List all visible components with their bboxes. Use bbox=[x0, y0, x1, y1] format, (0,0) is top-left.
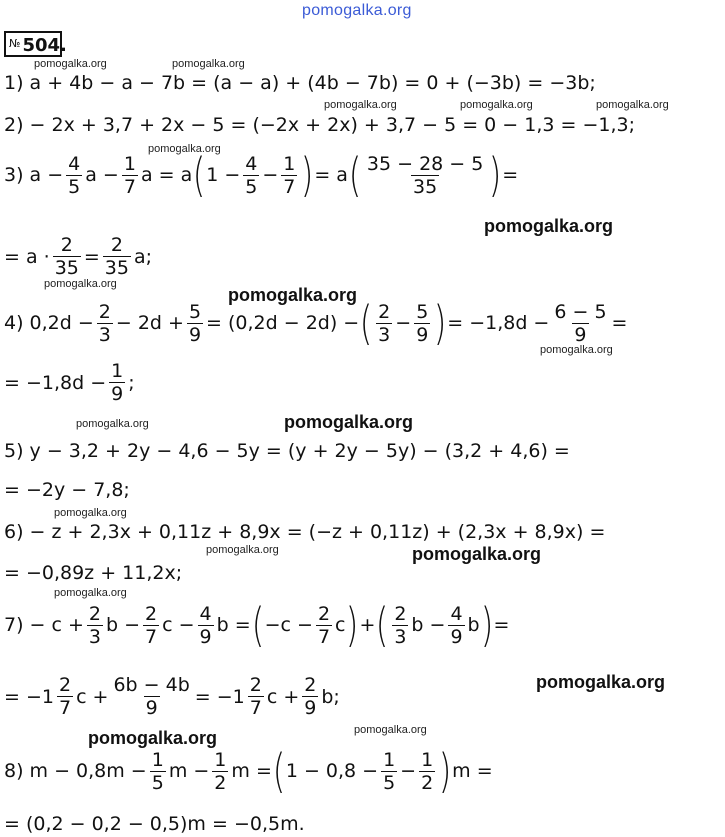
numerator: 2 bbox=[60, 234, 73, 256]
expr-text: b = bbox=[216, 614, 251, 636]
expr-text: 8) m − 0,8m − bbox=[4, 760, 147, 782]
denominator: 9 bbox=[450, 625, 463, 648]
fraction bbox=[111, 674, 191, 719]
close-paren: ) bbox=[433, 296, 447, 350]
numerator: 2 bbox=[394, 602, 407, 625]
line-5: 5) y − 3,2 + 2y − 4,6 − 5y = (y + 2y − 5y) − (3,2 + 4,6) = bbox=[4, 440, 570, 462]
numerator: 2 bbox=[304, 674, 317, 696]
denominator: 9 bbox=[145, 697, 158, 719]
numerator: 2 bbox=[88, 602, 101, 625]
denominator: 9 bbox=[188, 323, 202, 346]
expr-text: 1 − bbox=[206, 164, 241, 186]
watermark-big: pomogalka.org bbox=[284, 412, 414, 432]
line-2: 2) − 2x + 3,7 + 2x − 5 = (−2x + 2x) + 3,7 − 5 = 0 − 1,3 = −1,3; bbox=[4, 114, 636, 136]
numerator: 1 bbox=[383, 748, 396, 771]
expr-text: = −1 bbox=[194, 685, 245, 708]
number-sign: № bbox=[9, 37, 21, 50]
line-8-cont: = (0,2 − 0,2 − 0,5)m = −0,5m. bbox=[4, 813, 305, 835]
watermark-small: pomogalka.org bbox=[44, 278, 117, 290]
fraction bbox=[103, 234, 131, 279]
fraction bbox=[376, 301, 392, 346]
denominator: 35 bbox=[413, 175, 438, 198]
fraction bbox=[448, 603, 464, 648]
fraction bbox=[281, 153, 297, 198]
line-7-cont bbox=[4, 674, 340, 719]
numerator: 1 bbox=[123, 152, 136, 175]
fraction bbox=[57, 674, 73, 719]
fraction bbox=[414, 301, 430, 346]
numerator: 2 bbox=[317, 602, 331, 625]
numerator: 1 bbox=[151, 748, 164, 771]
watermark-small: pomogalka.org bbox=[148, 143, 221, 155]
expr-text: = bbox=[611, 312, 628, 334]
expr-text: ; bbox=[128, 371, 135, 394]
open-paren: ( bbox=[251, 598, 264, 652]
denominator: 7 bbox=[145, 625, 158, 648]
watermark-top: pomogalka.org bbox=[302, 2, 412, 19]
expr-text: 3) a − bbox=[4, 164, 64, 186]
numerator: 2 bbox=[110, 234, 123, 256]
expr-text: m = bbox=[231, 760, 272, 782]
line-8 bbox=[4, 744, 493, 798]
expr-text: 4) 0,2d − bbox=[4, 312, 94, 334]
line-6: 6) − z + 2,3x + 0,11z + 8,9x = (−z + 0,11z) + (2,3x + 8,9x) = bbox=[4, 521, 606, 543]
fraction bbox=[198, 603, 214, 648]
expr-text: a = a bbox=[140, 164, 193, 186]
numerator: 1 bbox=[421, 748, 434, 771]
fraction bbox=[97, 301, 113, 346]
expr-text: = −1,8d − bbox=[447, 312, 550, 334]
watermark-small: pomogalka.org bbox=[540, 344, 613, 356]
line-5-cont: = −2y − 7,8; bbox=[4, 479, 130, 501]
denominator: 9 bbox=[304, 697, 317, 719]
denominator: 5 bbox=[68, 175, 81, 198]
expr-text: m − bbox=[168, 760, 210, 782]
watermark-small: pomogalka.org bbox=[460, 99, 533, 111]
problem-number: 504. bbox=[22, 35, 67, 56]
line-4-cont bbox=[4, 360, 135, 405]
numerator: 2 bbox=[98, 300, 111, 323]
watermark-small: pomogalka.org bbox=[324, 99, 397, 111]
fraction bbox=[87, 603, 103, 648]
open-paren: ( bbox=[376, 598, 389, 652]
watermark-small: pomogalka.org bbox=[172, 58, 245, 70]
expr-text: = −1 bbox=[4, 685, 54, 708]
fraction bbox=[392, 603, 408, 648]
watermark-small: pomogalka.org bbox=[76, 418, 149, 430]
numerator: 4 bbox=[199, 602, 212, 625]
denominator: 3 bbox=[88, 625, 101, 648]
denominator: 9 bbox=[574, 323, 587, 346]
expr-text: m = bbox=[452, 760, 493, 782]
expr-text: − 2d + bbox=[115, 312, 184, 334]
open-paren: ( bbox=[192, 148, 206, 202]
denominator: 5 bbox=[245, 175, 258, 198]
expr-text: = a bbox=[314, 164, 348, 186]
numerator: 2 bbox=[58, 674, 72, 696]
open-paren: ( bbox=[272, 744, 286, 798]
expr-text: c bbox=[335, 614, 346, 636]
expr-text: = −1,8d − bbox=[4, 371, 107, 394]
expr-text: a; bbox=[133, 245, 153, 268]
expr-text: = bbox=[493, 614, 510, 636]
expr-text: a − bbox=[85, 164, 119, 186]
open-paren: ( bbox=[348, 148, 362, 202]
fraction bbox=[316, 603, 332, 648]
close-paren: ) bbox=[489, 148, 502, 202]
watermark-big: pomogalka.org bbox=[228, 285, 358, 305]
denominator: 7 bbox=[123, 175, 136, 198]
expr-text: b − bbox=[411, 614, 446, 636]
fraction bbox=[302, 674, 318, 719]
expr-text: = a · bbox=[4, 245, 50, 268]
expr-text: − bbox=[395, 312, 412, 334]
expr-text: + bbox=[359, 614, 376, 636]
denominator: 5 bbox=[151, 771, 164, 794]
denominator: 2 bbox=[214, 771, 227, 794]
expr-text: = bbox=[502, 164, 519, 186]
expr-text: − bbox=[262, 164, 279, 186]
close-paren: ) bbox=[438, 744, 452, 798]
fraction bbox=[187, 301, 203, 346]
denominator: 35 bbox=[104, 257, 129, 279]
expr-text: b bbox=[467, 614, 480, 636]
watermark-big: pomogalka.org bbox=[536, 672, 666, 692]
watermark-big: pomogalka.org bbox=[484, 216, 614, 236]
watermark-small: pomogalka.org bbox=[54, 587, 127, 599]
fraction bbox=[212, 749, 228, 794]
problem-number-box bbox=[4, 31, 67, 57]
denominator: 7 bbox=[283, 175, 296, 198]
numerator: 4 bbox=[68, 152, 81, 175]
fraction bbox=[150, 749, 166, 794]
denominator: 2 bbox=[421, 771, 434, 794]
denominator: 7 bbox=[317, 625, 331, 648]
denominator: 7 bbox=[249, 697, 262, 719]
denominator: 3 bbox=[98, 323, 111, 346]
numerator: 4 bbox=[245, 152, 258, 175]
fraction bbox=[143, 603, 159, 648]
watermark-small: pomogalka.org bbox=[206, 544, 279, 556]
line-3-cont bbox=[4, 234, 152, 279]
denominator: 3 bbox=[394, 625, 407, 648]
expr-text: b; bbox=[321, 685, 340, 708]
line-7 bbox=[4, 598, 510, 652]
fraction bbox=[381, 749, 397, 794]
line-6-cont: = −0,89z + 11,2x; bbox=[4, 562, 183, 584]
expr-text: = (0,2d − 2d) − bbox=[206, 312, 360, 334]
expr-text: −c − bbox=[264, 614, 313, 636]
expr-text: c + bbox=[76, 685, 109, 708]
numerator: 1 bbox=[214, 748, 227, 771]
fraction bbox=[53, 234, 81, 279]
numerator: 1 bbox=[111, 360, 124, 382]
numerator: 2 bbox=[249, 674, 262, 696]
fraction bbox=[122, 153, 138, 198]
fraction bbox=[365, 153, 485, 198]
watermark-small: pomogalka.org bbox=[354, 724, 427, 736]
expr-text: c + bbox=[266, 685, 300, 708]
denominator: 5 bbox=[383, 771, 396, 794]
denominator: 3 bbox=[378, 323, 391, 346]
numerator: 6b − 4b bbox=[113, 674, 190, 696]
watermark-big: pomogalka.org bbox=[88, 728, 218, 748]
watermark-big: pomogalka.org bbox=[412, 544, 542, 564]
open-paren: ( bbox=[359, 296, 373, 350]
numerator: 6 − 5 bbox=[554, 300, 607, 323]
close-paren: ) bbox=[301, 148, 314, 202]
expr-text: 7) − c + bbox=[4, 614, 84, 636]
numerator: 35 − 28 − 5 bbox=[366, 152, 484, 175]
fraction bbox=[248, 674, 264, 719]
expr-text: = bbox=[83, 245, 100, 268]
expr-text: 1 − 0,8 − bbox=[285, 760, 379, 782]
fraction bbox=[552, 301, 608, 346]
watermark-small: pomogalka.org bbox=[54, 507, 127, 519]
numerator: 5 bbox=[416, 300, 429, 323]
close-paren: ) bbox=[346, 598, 359, 652]
numerator: 1 bbox=[283, 152, 296, 175]
watermark-small: pomogalka.org bbox=[34, 58, 107, 70]
numerator: 5 bbox=[188, 300, 202, 323]
close-paren: ) bbox=[480, 598, 493, 652]
fraction bbox=[109, 360, 125, 405]
denominator: 9 bbox=[111, 383, 124, 405]
expr-text: b − bbox=[106, 614, 141, 636]
denominator: 35 bbox=[54, 257, 79, 279]
fraction bbox=[243, 153, 259, 198]
numerator: 2 bbox=[378, 300, 391, 323]
numerator: 2 bbox=[145, 602, 158, 625]
fraction bbox=[419, 749, 435, 794]
denominator: 7 bbox=[58, 697, 72, 719]
watermark-small: pomogalka.org bbox=[596, 99, 669, 111]
fraction bbox=[66, 153, 82, 198]
expr-text: c − bbox=[162, 614, 195, 636]
expr-text: − bbox=[400, 760, 417, 782]
numerator: 4 bbox=[450, 602, 463, 625]
denominator: 9 bbox=[199, 625, 212, 648]
line-1: 1) a + 4b − a − 7b = (a − a) + (4b − 7b) = 0 + (−3b) = −3b; bbox=[4, 72, 596, 94]
denominator: 9 bbox=[416, 323, 429, 346]
